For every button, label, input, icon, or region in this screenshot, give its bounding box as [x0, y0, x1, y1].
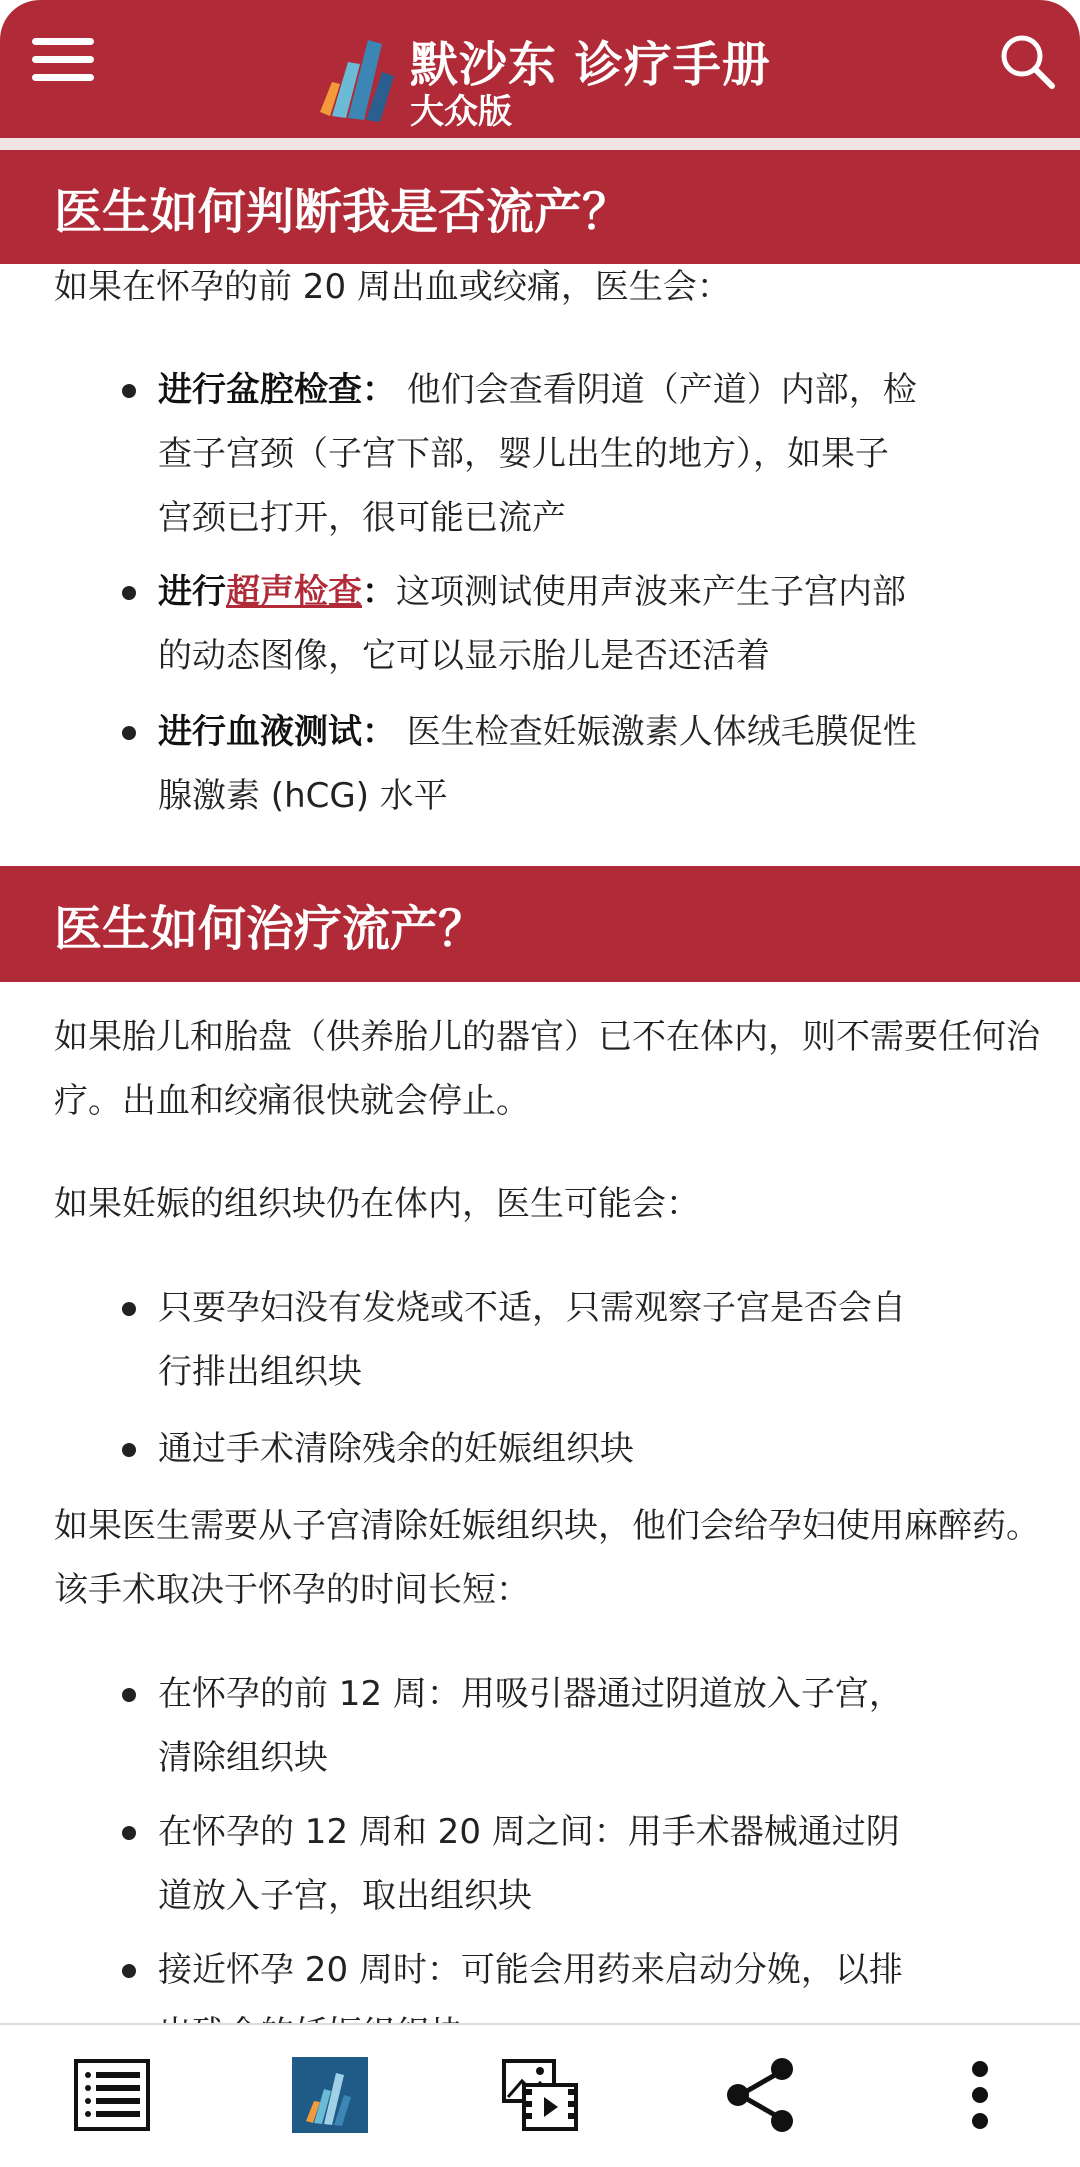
list-item: 在怀孕的前 12 周：用吸引器通过阴道放入子宫，清除组织块	[158, 1662, 918, 1790]
item-text: 他们会查看阴道（产道）内部，检查子宫颈（子宫下部，婴儿出生的地方），如果子宫颈已打开，很可能已流产	[158, 370, 917, 538]
section1-intro: 如果在怀孕的前 20 周出血或绞痛，医生会：	[54, 267, 731, 307]
item-text: 医生检查妊娠激素人体绒毛膜促性腺激素 (hCG) 水平	[158, 712, 917, 816]
list-item: 在怀孕的 12 周和 20 周之间：用手术器械通过阴道放入子宫，取出组织块	[158, 1800, 918, 1928]
table-of-contents-icon[interactable]	[72, 2055, 152, 2135]
section2-para-3: 如果医生需要从子宫清除妊娠组织块，他们会给孕妇使用麻醉药。该手术取决于怀孕的时间长短：	[54, 1506, 1040, 1610]
list-item	[158, 560, 918, 688]
section-heading-diagnosis: 医生如何判断我是否流产？	[0, 150, 1080, 264]
header-divider	[0, 138, 1080, 150]
section2-para-2: 如果妊娠的组织块仍在体内，医生可能会：	[54, 1184, 700, 1224]
app-header	[0, 0, 1080, 138]
item-text: 这项测试使用声波来产生子宫内部的动态图像，它可以显示胎儿是否还活着	[158, 572, 906, 676]
app-subtitle: 大众版	[410, 92, 512, 132]
list-item	[158, 358, 918, 550]
item-lead: 进行盆腔检查：	[158, 370, 396, 410]
bottom-navigation	[0, 2023, 1080, 2167]
ultrasound-link[interactable]: 超声检查	[226, 572, 362, 612]
home-logo-icon[interactable]	[290, 2055, 370, 2135]
section-heading-treatment: 医生如何治疗流产？	[0, 866, 1080, 982]
brand-logo-icon	[318, 32, 398, 122]
list-item: 通过手术清除残余的妊娠组织块	[158, 1417, 918, 1481]
item-lead: 进行血液测试：	[158, 712, 396, 752]
list-item: 只要孕妇没有发烧或不适，只需观察子宫是否会自行排出组织块	[158, 1276, 918, 1404]
list-item: 接近怀孕 20 周时：可能会用药来启动分娩，以排	[158, 1938, 918, 2066]
section2-para-1: 如果胎儿和胎盘（供养胎儿的器官）已不在体内，则不需要任何治疗。出血和绞痛很快就会停止。	[54, 1017, 1040, 1121]
item-lead-colon: ：	[362, 572, 396, 612]
media-gallery-icon[interactable]	[500, 2055, 580, 2135]
app-title: 默沙东 诊疗手册	[410, 37, 771, 93]
more-options-icon[interactable]	[940, 2055, 1020, 2135]
share-icon[interactable]	[722, 2055, 802, 2135]
search-icon[interactable]	[996, 30, 1060, 94]
item-lead: 进行	[158, 572, 226, 612]
list-item	[158, 700, 918, 828]
hamburger-menu-icon[interactable]	[32, 38, 94, 82]
